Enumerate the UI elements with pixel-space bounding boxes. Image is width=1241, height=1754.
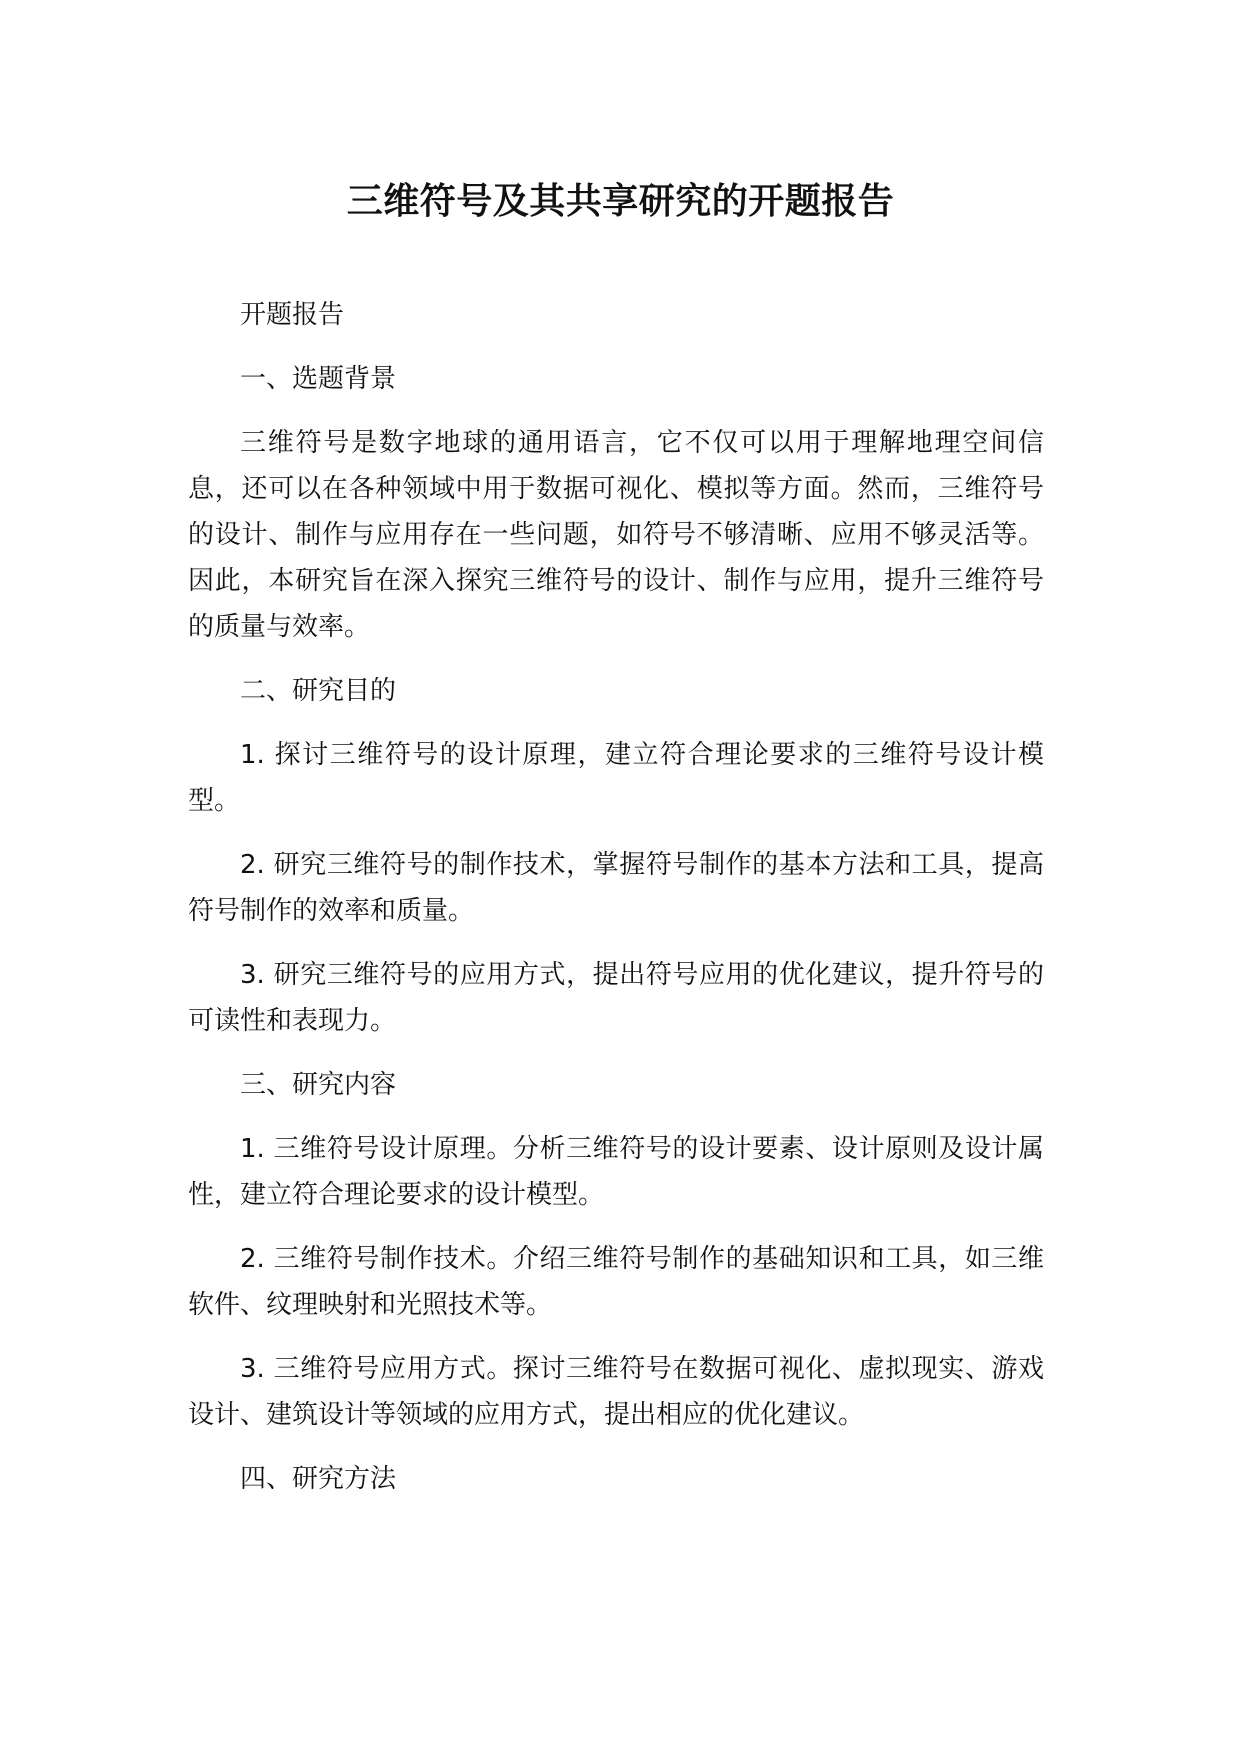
content-item-1: 1. 三维符号设计原理。分析三维符号的设计要素、设计原则及设计属性，建立符合理论要求的设计模型。 [188,1134,1044,1210]
content-item-2: 2. 三维符号制作技术。介绍三维符号制作的基础知识和工具，如三维软件、纹理映射和光照技术等。 [188,1244,1044,1320]
document-body [188,292,1044,1520]
document-title: 三维符号及其共享研究的开题报告 [346,181,895,222]
content-item-3: 3. 三维符号应用方式。探讨三维符号在数据可视化、虚拟现实、游戏设计、建筑设计等领域的应用方式，提出相应的优化建议。 [188,1354,1044,1430]
purpose-item-1: 1. 探讨三维符号的设计原理，建立符合理论要求的三维符号设计模型。 [188,740,1044,816]
section-heading-content: 三、研究内容 [240,1070,397,1100]
purpose-item-2: 2. 研究三维符号的制作技术，掌握符号制作的基本方法和工具，提高符号制作的效率和质量。 [188,850,1044,926]
section-label-report: 开题报告 [240,300,345,330]
section-heading-background: 一、选题背景 [240,364,397,394]
section-heading-purpose: 二、研究目的 [240,676,397,706]
paragraph-background: 三维符号是数字地球的通用语言，它不仅可以用于理解地理空间信息，还可以在各种领域中用于数据可视化、模拟等方面。然而，三维符号的设计、制作与应用存在一些问题，如符号不够清晰、应用不够灵活等。因此，本研究旨在深入探究三维符号的设计、制作与应用，提升三维符号的质量与效率。 [188,428,1044,642]
section-heading-method: 四、研究方法 [240,1464,397,1494]
purpose-item-3: 3. 研究三维符号的应用方式，提出符号应用的优化建议，提升符号的可读性和表现力。 [188,960,1044,1036]
